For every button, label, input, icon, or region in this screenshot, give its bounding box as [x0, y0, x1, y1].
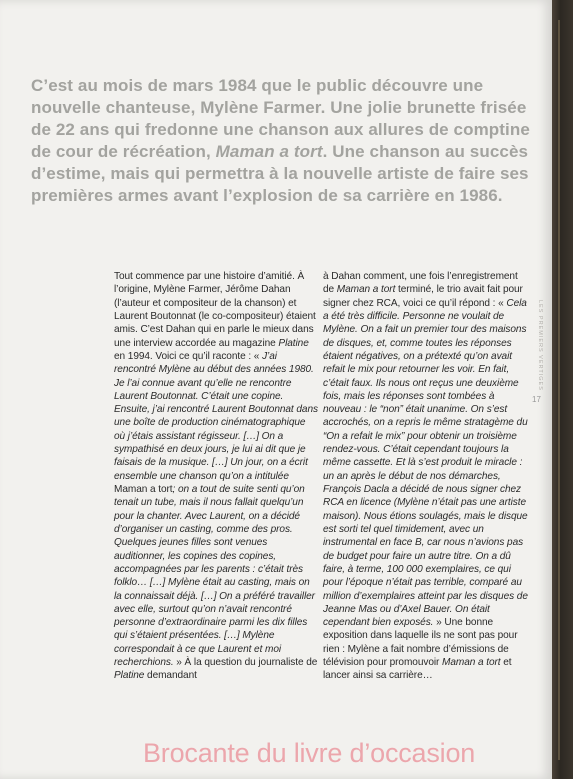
- quote-text: Cela a été très difficile. Personne ne voulait de Mylène. On a fait un premier tour des maisons de disques, et, comme toutes les réponses étaient négatives, on a prétexté qu’on avait refait le mix pour retourner les voir. En fait, c’était faux. Ils nous ont reçus une deuxième fois, mais les réponses sont tombées à nouveau : le “non” était unanime. On s’est accrochés, on a repris le même stratagème du “On a refait le mix” pour obtenir un troisième rendez-vous. C’était cependant toujours la même cassette. Et là s’est produit le miracle : un an après le début de nos démarches, François Dacla a décidé de nous signer chez RCA en licence (Mylène n’était pas une artiste maison). Nous étions soulagés, mais le disque est sorti tel quel timidement, avec un instrumental en face B, car nous n’avions pas de budget pour faire un autre titre. On a dû faire, à terme, 100 000 exemplaires, ce qui pour l’époque n’était pas terrible, comparé au million d’exemplaires atteint par les disques de Jeanne Mas ou d’Axel Bauer. On était cependant bien exposés.: [323, 297, 528, 629]
- watermark: Brocante du livre d’occasion: [143, 738, 476, 768]
- body-column-left: Tout commence par une histoire d’amitié. À l’origine, Mylène Farmer, Jérôme Dahan (l’auteur et compositeur de la chanson) et Laurent Boutonnat (le co-compositeur) étaient amis. C’est Dahan qui en parle le mieux dans une interview accordée au magazine Platine en 1994. Voici ce qu’il raconte : « J’ai rencontré Mylène au début des années 1980. Je l’ai connue avant qu’elle ne rencontre Laurent Boutonnat. C’était une copine. Ensuite, j’ai rencontré Laurent Boutonnat dans une boîte de production cinématographique où j’étais assistant régisseur. […] On a sympathisé en deux jours, je lui ai dit que je faisais de la musique. […] Un jour, on a écrit ensemble une chanson qu’on a intitulée Maman a tort; on a tout de suite senti qu’on tenait un tube, mais il nous fallait quelqu’un pour la chanter. Avec Laurent, on a décidé d’organiser un casting, comme des pros. Quelques jeunes filles sont venues auditionner, les copines des copines, accompagnées par les parents : c’était très folklo… […] Mylène était au casting, mais on la connaissait déjà. […] On a préféré travailler avec elle, surtout qu’on n’avait rencontré personne d’extraordinaire parmi les dix filles qui s’étaient présentées. […] Mylène correspondait à ce que Laurent et moi recherchions. » À la question du journaliste de Platine demandant: [114, 271, 318, 682]
- running-head: LES PREMIERS VERTIGES: [537, 300, 543, 391]
- song-title: Maman a tort: [442, 657, 501, 669]
- quote-text: J’ai rencontré Mylène au début des années 1980. Je l’ai connue avant qu’elle ne rencontre Laurent Boutonnat. C’était une copine. Ensuite, j’ai rencontré Laurent Boutonnat dans une boîte de production cinématographique où j’étais assistant régisseur. […] On a sympathisé en deux jours, je lui ai dit que je faisais de la musique. […] Un jour, on a écrit ensemble une chanson qu’on a intitulée: [114, 350, 318, 482]
- book-page-edge: [552, 0, 573, 779]
- lead-text-end: . Une chanson au succès d’estime, mais qui permettra à la nouvelle artiste de faire ses premières armes avant l’explosion de sa carrière en 1986.: [31, 141, 529, 205]
- magazine-name: Platine: [278, 337, 309, 349]
- song-title: Maman a tort: [336, 284, 396, 296]
- song-title: Maman a tort: [114, 484, 173, 495]
- magazine-name: Platine: [114, 670, 145, 682]
- body-column-right: à Dahan comment, une fois l’enregistrement de Maman a tort terminé, le trio avait fait pour signer chez RCA, voici ce qu’il répond : « Cela a été très difficile. Personne ne voulait de Mylène. On a fait un premier tour des maisons de disques, et, comme toutes les réponses étaient négatives, on a prétexté qu’on avait refait le mix pour retourner les voir. En fait, c’était faux. Ils nous ont reçus une deuxième fois, mais les réponses sont tombées à nouveau : le “non” était unanime. On s’est accrochés, on a repris le même stratagème du “On a refait le mix” pour obtenir un troisième rendez-vous. C’était cependant toujours la même cassette. Et là s’est produit le miracle : un an après le début de nos démarches, François Dacla a décidé de nous signer chez RCA en licence (Mylène n’était pas une artiste maison). Nous étions soulagés, mais le disque est sorti tel quel timidement, avec un instrumental en face B, car nous n’avions pas de budget pour faire un autre titre. On a dû faire, à terme, 100 000 exemplaires, ce qui pour l’époque n’était pas terrible, comparé au million d’exemplaires atteint par les disques de Jeanne Mas ou d’Axel Bauer. On était cependant bien exposés. » Une bonne exposition dans laquelle ils ne sont pas pour rien : Mylène a fait nombre d’émissions de télévision pour promouvoir Maman a tort et lancer ainsi sa carrière…: [323, 271, 528, 682]
- lead-song-title: Maman a tort: [215, 141, 323, 161]
- lead-paragraph: [31, 75, 531, 206]
- page-number: 17: [532, 395, 541, 404]
- lead-text: C’est au mois de mars 1984 que le public découvre une nouvelle chanteuse, Mylène Farmer. Une jolie brunette frisée de 22 ans qui fredonne une chanson aux allures de comptine de cour de récréation,: [31, 76, 530, 161]
- quote-text: ; on a tout de suite senti qu’on tenait un tube, mais il nous fallait quelqu’un pour la chanter. Avec Laurent, on a décidé d’organiser un casting, comme des pros. Quelques jeunes filles sont venues auditionner, les copines des copines, accompagnées par les parents : c’était très folklo… […] Mylène était au casting, mais on la connaissait déjà. […] On a préféré travailler avec elle, surtout qu’on n’avait rencontré personne d’extraordinaire parmi les dix filles qui s’étaient présentées. […] Mylène correspondait à ce que Laurent et moi recherchions.: [114, 484, 315, 669]
